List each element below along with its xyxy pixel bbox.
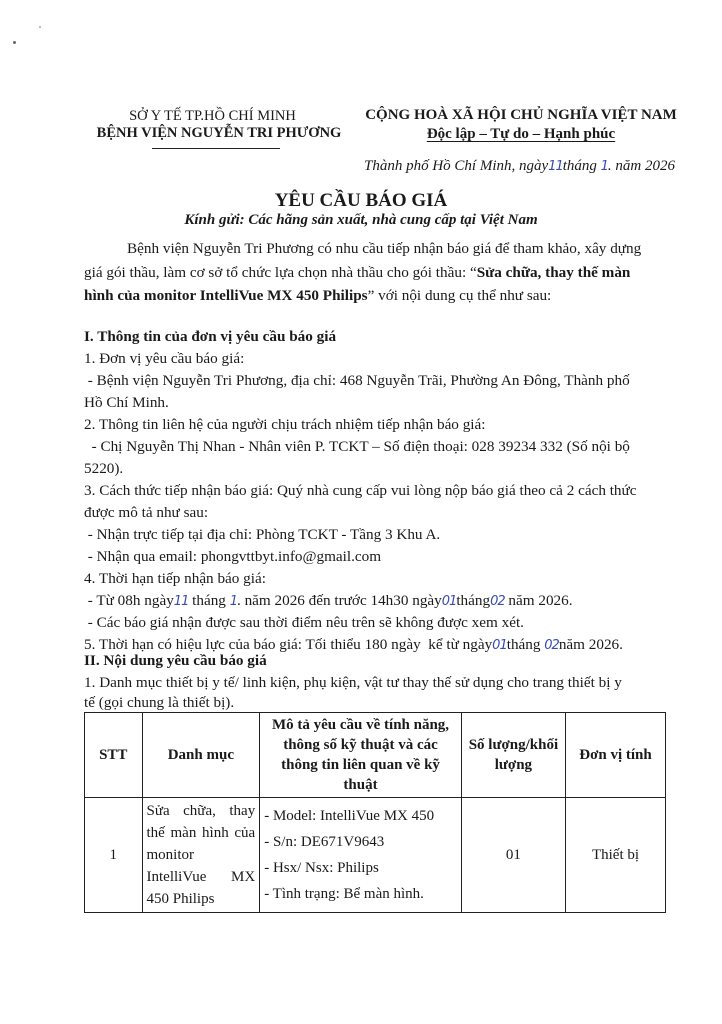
table-row (85, 798, 666, 913)
deadline-text: tháng (456, 592, 491, 609)
s2-line: tế (gọi chung là thiết bị). (84, 694, 235, 711)
table-header-row (85, 713, 666, 798)
s1-line: Hồ Chí Minh. (84, 394, 169, 411)
handwritten-day: 11 (173, 594, 189, 609)
s1-line: được mô tả như sau: (84, 504, 209, 521)
s1-line: 1. Đơn vị yêu cầu báo giá: (84, 350, 245, 367)
package-name-cont: hình của monitor IntelliVue MX 450 Philips (84, 287, 368, 304)
deadline-text: tháng (188, 592, 230, 609)
handwritten-day: 01 (441, 594, 457, 609)
s1-line: - Nhận qua email: phongvttbyt.info@gmail.com (84, 548, 382, 565)
s1-line: 4. Thời hạn tiếp nhận báo giá: (84, 570, 266, 587)
cell-stt: 1 (85, 798, 143, 913)
national-motto-text: Độc lập – Tự do – Hạnh phúc (426, 126, 616, 142)
national-motto (340, 126, 702, 143)
validity-text: 5. Thời hạn có hiệu lực của báo giá: Tối thiểu 180 ngày kể từ ngày (84, 636, 493, 653)
col-header-unit: Đơn vị tính (565, 713, 665, 798)
col-header-stt: STT (85, 713, 143, 798)
validity-text: tháng (506, 636, 545, 653)
deadline-text: năm 2026. (504, 592, 573, 609)
scan-artifact (39, 26, 41, 28)
s1-line: - Bệnh viện Nguyễn Tri Phương, địa chỉ: 468 Nguyễn Trãi, Phường An Đông, Thành phố (84, 372, 630, 389)
package-name: Sửa chữa, thay thế màn (476, 264, 631, 281)
s1-line: - Chị Nguyễn Thị Nhan - Nhân viên P. TCKT – Số điện thoại: 028 39234 332 (Số nội bộ (84, 438, 630, 455)
col-header-category: Danh mục (142, 713, 260, 798)
header-divider (152, 148, 280, 149)
s1-line: 5220). (84, 460, 124, 477)
s2-line: 1. Danh mục thiết bị y tế/ linh kiện, phụ kiện, vật tư thay thế sử dụng cho trang thiết bị y (84, 674, 622, 691)
handwritten-month: 1 (229, 594, 237, 609)
col-header-description: Mô tả yêu cầu về tính năng, thông số kỹ thuật và các thông tin liên quan về kỹ thuật (260, 713, 462, 798)
equipment-table (84, 712, 666, 913)
deadline-text: - Từ 08h ngày (84, 592, 174, 609)
intro-text-end: ” với nội dung cụ thể như sau: (367, 287, 552, 304)
s1-line: 3. Cách thức tiếp nhận báo giá: Quý nhà cung cấp vui lòng nộp báo giá theo cả 2 cách thức (84, 482, 637, 499)
category-text: Sửa chữa, thay thế màn hình của monitor IntelliVue MX 450 Philips (146, 803, 256, 907)
desc-serial: - S/n: DE671V9643 (264, 834, 385, 850)
desc-model: - Model: IntelliVue MX 450 (264, 808, 435, 824)
intro-text: giá gói thầu, làm cơ sở tổ chức lựa chọn nhà thầu cho gói thầu: “ (84, 264, 477, 281)
handwritten-day: 11 (548, 159, 563, 174)
cell-description (260, 798, 462, 913)
date-year: . năm 2026 (607, 158, 676, 174)
intro-line-2 (84, 262, 666, 284)
cell-unit: Thiết bị (565, 798, 665, 913)
section-1-heading: I. Thông tin của đơn vị yêu cầu báo giá (84, 328, 337, 345)
ministry-name: SỞ Y TẾ TP.HỒ CHÍ MINH (129, 108, 296, 124)
deadline-text: . năm 2026 đến trước 14h30 ngày (236, 592, 442, 609)
col-header-quantity: Số lượng/khối lượng (461, 713, 565, 798)
scan-artifact (13, 41, 16, 44)
intro-line-1: Bệnh viện Nguyễn Tri Phương có nhu cầu tiếp nhận báo giá để tham khảo, xây dựng (127, 240, 642, 257)
handwritten-month: 1 (600, 159, 608, 174)
cell-category (142, 798, 260, 913)
validity-text: năm 2026. (558, 636, 623, 653)
date-month-label: tháng (562, 158, 597, 174)
s1-line: - Nhận trực tiếp tại địa chỉ: Phòng TCKT - Tầng 3 Khu A. (84, 526, 441, 543)
hospital-name: BỆNH VIỆN NGUYỄN TRI PHƯƠNG (96, 125, 342, 141)
handwritten-month: 02 (544, 638, 559, 653)
handwritten-month: 02 (490, 594, 505, 609)
intro-line-3 (84, 285, 666, 307)
section-2-heading: II. Nội dung yêu cầu báo giá (84, 652, 267, 669)
document-title: YÊU CẦU BÁO GIÁ (274, 190, 448, 211)
deadline-line (84, 590, 666, 613)
handwritten-day: 01 (492, 638, 507, 653)
s1-line: 2. Thông tin liên hệ của người chịu trách nhiệm tiếp nhận báo giá: (84, 416, 486, 433)
national-title: CỘNG HOÀ XÃ HỘI CHỦ NGHĨA VIỆT NAM (365, 107, 677, 123)
late-note: - Các báo giá nhận được sau thời điểm nêu trên sẽ không được xem xét. (84, 614, 524, 631)
addressee: Kính gửi: Các hãng sản xuất, nhà cung cấp tại Việt Nam (184, 212, 538, 228)
desc-manufacturer: - Hsx/ Nsx: Philips (264, 860, 379, 876)
date-prefix: Thành phố Hồ Chí Minh, ngày (364, 158, 549, 174)
desc-condition: - Tình trạng: Bể màn hình. (264, 886, 424, 902)
place-date (364, 158, 675, 175)
cell-quantity: 01 (461, 798, 565, 913)
